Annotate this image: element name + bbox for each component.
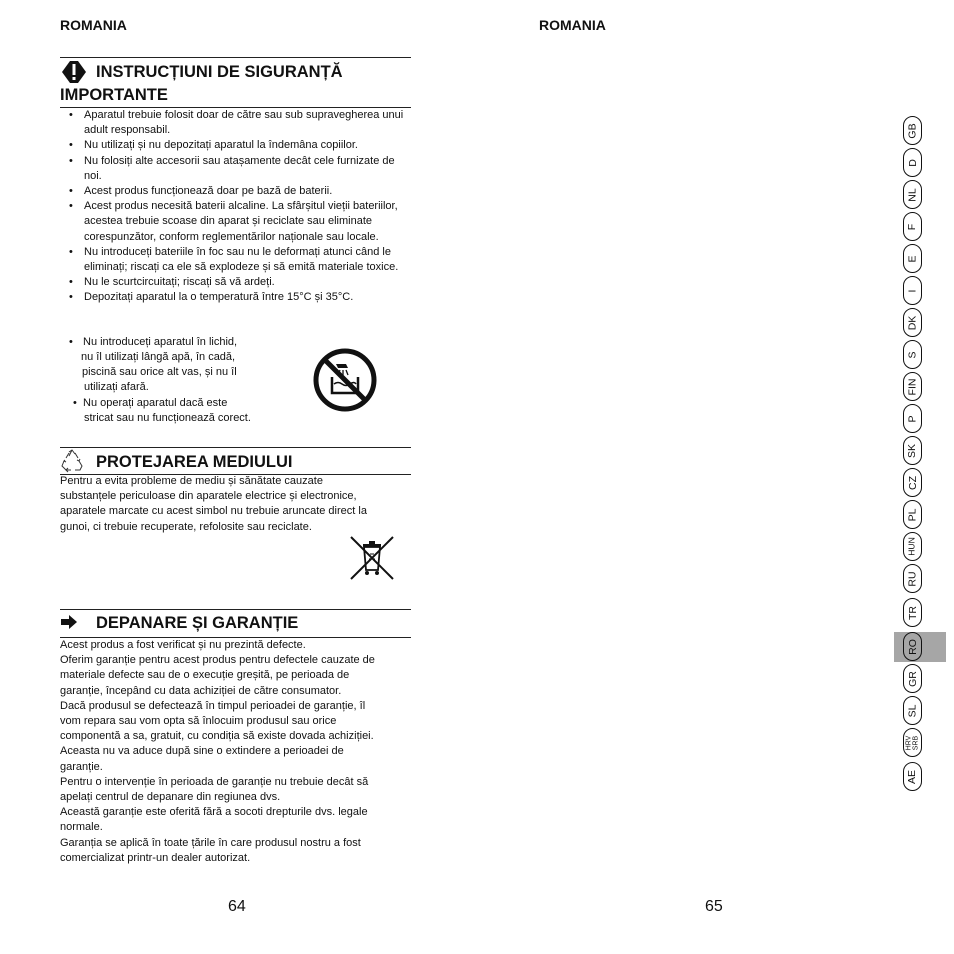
warranty-line: Aceasta nu va aduce după sine o extindere a perioadei de [60, 745, 344, 758]
liquid-line: piscină sau orice alt vas, și nu îl [82, 366, 237, 378]
env-line: substanțele periculoase din aparatele electrice și electronice, [60, 490, 357, 503]
warranty-line: Această garanție este oferită fără a socoti drepturile dvs. legale [60, 806, 368, 819]
warranty-line: vom repara sau vom opta să înlocuim produsul sau orice [60, 715, 337, 728]
warranty-line: Acest produs a fost verificat și nu prezintă defecte. [60, 639, 306, 651]
warranty-line: garanție. [60, 760, 103, 773]
warranty-line: apelați centrul de depanare din regiunea dvs. [60, 791, 281, 804]
lang-tab-pl[interactable]: PL [903, 500, 922, 529]
lang-tab-nl[interactable]: NL [903, 180, 922, 209]
list-item: • Depozitați aparatul la o temperatură între 15°C și 35°C. [60, 290, 415, 305]
list-item: • Nu folosiți alte accesorii sau atașamente decât cele furnizate de noi. [60, 154, 415, 184]
lang-tab-p[interactable]: P [903, 404, 922, 433]
env-line: gunoi, ci trebuie recuperate, refolosite sau reciclate. [60, 520, 312, 533]
page-number-right: 65 [705, 898, 723, 915]
warranty-line: normale. [60, 821, 103, 834]
list-item: • Nu introduceți bateriile în foc sau nu le deformați atunci când le eliminați; riscați ca ele să explodeze și să emită materiale toxice. [60, 245, 415, 275]
env-line: aparatele marcate cu acest simbol nu trebuie aruncate direct la [60, 505, 367, 518]
list-item: • Acest produs funcționează doar pe bază de baterii. [60, 184, 415, 199]
lang-tab-ae[interactable]: AE [903, 762, 922, 791]
safety-title-line2: IMPORTANTE [60, 86, 168, 104]
bullet-dot: • [69, 336, 73, 348]
warranty-line: componentă a sa, gratuit, cu condiția să existe dovada achiziției. [60, 730, 374, 743]
lang-tab-i[interactable]: I [903, 276, 922, 305]
warranty-line: Pentru o intervenție în perioada de garanție nu trebuie decât să [60, 775, 369, 788]
lang-tab-hun[interactable]: HUN [903, 532, 922, 561]
env-title: PROTEJAREA MEDIULUI [96, 453, 293, 471]
env-top-rule [60, 447, 411, 448]
page-number-left: 64 [228, 898, 246, 915]
safety-list [60, 108, 415, 306]
lang-tab-ro[interactable]: RO [903, 632, 922, 661]
warranty-title: DEPANARE ȘI GARANȚIE [96, 614, 299, 632]
lang-tab-gr[interactable]: GR [903, 664, 922, 693]
arrow-right-icon [60, 614, 78, 630]
safety-title-line1: INSTRUCȚIUNI DE SIGURANȚĂ [96, 63, 343, 81]
warranty-line: comercializat printr-un dealer autorizat. [60, 851, 251, 864]
safety-top-rule [60, 57, 411, 58]
warning-exclamation-icon [60, 59, 88, 85]
list-item: • Nu le scurtcircuitați; riscați să vă ardeți. [60, 275, 415, 290]
warranty-line: materiale defecte sau de o execuție greșită, pe perioada de [60, 669, 350, 682]
lang-tab-sl[interactable]: SL [903, 696, 922, 725]
warranty-top-rule [60, 609, 411, 610]
defect-line: Nu operați aparatul dacă este [83, 397, 228, 409]
warranty-line: garanție, începând cu data achiziției de către consumator. [60, 684, 342, 697]
warranty-line: Oferim garanție pentru acest produs pentru defectele cauzate de [60, 654, 375, 667]
lang-tab-tr[interactable]: TR [903, 598, 922, 627]
no-water-immersion-icon [312, 347, 378, 413]
warranty-line: Dacă produsul se defectează în timpul perioadei de garanție, îl [60, 699, 366, 712]
list-item: • Nu utilizați și nu depozitați aparatul la îndemâna copiilor. [60, 138, 415, 153]
bullet-dot: • [73, 397, 77, 409]
lang-tab-dk[interactable]: DK [903, 308, 922, 337]
lang-tab-gb[interactable]: GB [903, 116, 922, 145]
crossed-bin-icon [348, 534, 396, 582]
lang-tab-e[interactable]: E [903, 244, 922, 273]
warranty-line: Garanția se aplică în toate țările în care produsul nostru a fost [60, 836, 361, 849]
liquid-line: Nu introduceți aparatul în lichid, [83, 336, 238, 348]
lang-tab-cz[interactable]: CZ [903, 468, 922, 497]
liquid-line: nu îl utilizați lângă apă, în cadă, [81, 351, 236, 363]
lang-tab-f[interactable]: F [903, 212, 922, 241]
list-item: • Acest produs necesită baterii alcaline. La sfârșitul vieții bateriilor, acestea trebuie scoase din aparat și reciclate sau eliminate corespunzător, conform reglementărilor naționale sau locale. [60, 199, 415, 245]
recycle-icon [60, 449, 84, 473]
lang-tab-fin[interactable]: FIN [903, 372, 922, 401]
lang-tab-sk[interactable]: SK [903, 436, 922, 465]
defect-line: stricat sau nu funcționează corect. [84, 412, 251, 424]
liquid-line: utilizați afară. [84, 381, 149, 393]
list-item: • Aparatul trebuie folosit doar de către sau sub supravegherea unui adult responsabil. [60, 108, 415, 138]
lang-tab-ru[interactable]: RU [903, 564, 922, 593]
lang-tab-d[interactable]: D [903, 148, 922, 177]
env-line: Pentru a evita probleme de mediu și sănătate cauzate [60, 475, 323, 487]
lang-tab-s[interactable]: S [903, 340, 922, 369]
warranty-paragraph [60, 638, 422, 866]
header-right: ROMANIA [539, 17, 606, 33]
env-paragraph [60, 474, 420, 535]
header-left: ROMANIA [60, 17, 127, 33]
lang-tab-hrv-srb[interactable]: HRV SRB [903, 728, 922, 757]
